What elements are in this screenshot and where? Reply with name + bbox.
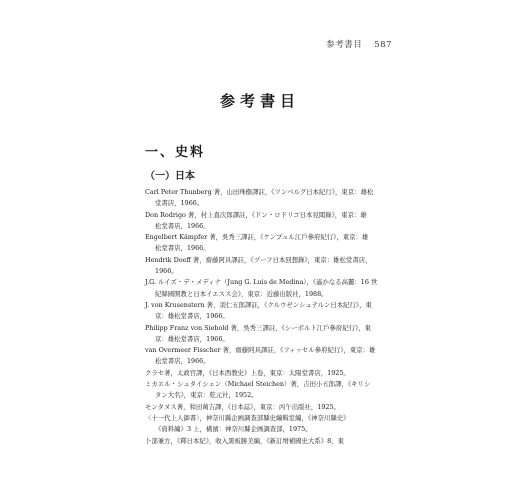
subsection-heading: （一）日本 [145, 171, 195, 182]
bibliography-entry: Don Rodrigo 著，村上直次郎譯註，《ドン・ロドリゴ日本見聞錄》，東京：雄 松堂書店，1966。 [145, 210, 367, 230]
bibliography-entry: J. von Krusenstern 著，羽仁五郎譯註，《クルウゼンシュテルン日本紀行》，東 京：雄松堂書店，1966。 [145, 300, 372, 321]
bibliography-entry: 卜部兼方，《釋日本紀》，收入黑板勝美編，《新訂增補國史大系》8，東 [145, 436, 344, 445]
bibliography-entry: Hendrik Doeff 著，齋藤阿具譯註，《ヅーフ日本回想錄》，東京：雄松堂書店， 1966。 [145, 255, 372, 276]
bibliography-entry: van Overmeer Fisscher 著，齋藤阿具譯註，《フィッセル參府紀行》，東京：雄 松堂書店，1966。 [145, 346, 376, 366]
bibliography-entry: Engelbert Kämpfer 著，吳秀三譯註，《ケンプェル江戶參府紀行》，東京：雄 松堂書店，1966。 [145, 233, 369, 253]
running-head [326, 38, 392, 50]
bibliography-entry: 〈十一代上人御書〉，神奈川縣企画調查部縣史編輯室編，《神奈川縣史》 《資料編》3 上，橫濱：神奈川縣企画調查部，1975。 [145, 413, 350, 434]
running-title: 参考書目 [326, 40, 363, 50]
bibliography-entry: J.G. ルイズ・デ・メディナ（Jung G. Luis de Medina），《遙かなる高麗：16 世 紀韓國開教と日本イエスス会》，東京：近藤出版社，1988。 [145, 278, 378, 298]
bibliography-entry: モンタヌス著，和田萬吉譯，《日本誌》，東京：丙午出版社，1925。 [145, 402, 340, 411]
bibliography-entry: ミカエル・シュタイシェン（Michael Steichen）著，吉田小五郎譯，《キリシ タン大名》，東京：乾元社，1952。 [145, 380, 371, 400]
bibliography-entry: クラセ著，太政官譯，《日本西教史》上卷，東京：太陽堂書店，1925。 [145, 368, 350, 377]
page-title: 参考書目 [219, 92, 300, 110]
bibliography-entry: Carl Peter Thunberg 著，山田珠樹譯註，《ツンベルグ日本紀行》，東京：雄松 堂書店，1966。 [145, 188, 374, 208]
page-number: 587 [374, 40, 392, 50]
bibliography-entry: Philipp Franz von Siebold 著，吳秀三譯註，《シーボルト江戶參府紀行》，東 京：雄松堂書店，1966。 [145, 323, 372, 343]
bibliography-list [145, 187, 385, 447]
section-heading: 一、史料 [145, 145, 206, 160]
